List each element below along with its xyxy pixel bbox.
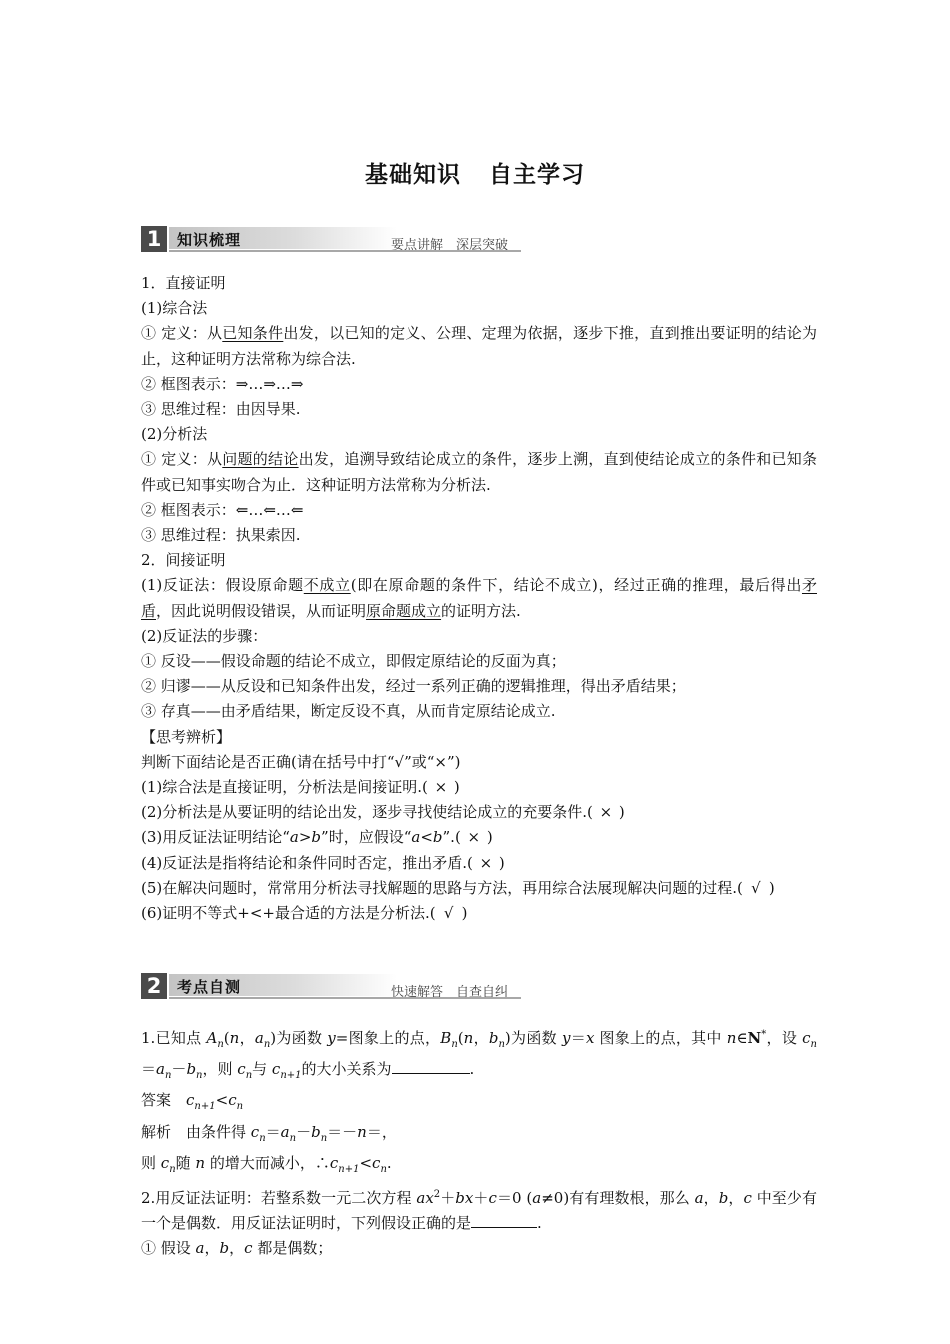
step-3: ③ 存真——由矛盾结果，断定反设不真，从而肯定原结论成立. bbox=[141, 702, 556, 721]
heading-indirect-proof: 2．间接证明 bbox=[141, 551, 226, 570]
judge-answer: × bbox=[599, 803, 613, 822]
section-subtitle: 要点讲解 深层突破 bbox=[391, 238, 509, 253]
answer-blank bbox=[471, 1211, 537, 1228]
judge-item-5: (5)在解决问题时，常常用分析法寻找解题的思路与方法，再用综合法展现解决问题的过程.( √ ) bbox=[141, 876, 817, 901]
contradiction-definition: (1)反证法：假设原命题不成立(即在原命题的条件下，结论不成立)，经过正确的推理，最后得出矛盾，因此说明假设错误，从而证明原命题成立的证明方法. bbox=[141, 576, 817, 620]
judge-answer: √ bbox=[443, 904, 454, 923]
solution-line: 解析 由条件得 $c_n=a_n-b_n=-n=$， bbox=[141, 1122, 397, 1144]
page-title-part2: 自主学习 bbox=[489, 162, 585, 188]
section-header-2 bbox=[141, 973, 521, 999]
step-2: ② 归谬——从反设和已知条件出发，经过一系列正确的逻辑推理，得出矛盾结果； bbox=[141, 677, 686, 696]
judge-answer: × bbox=[434, 778, 448, 797]
page-title-part1: 基础知识 bbox=[365, 162, 461, 188]
judge-answer: × bbox=[467, 828, 481, 847]
judge-instruction: 判断下面结论是否正确(请在括号中打“√”或“×”) bbox=[141, 752, 461, 771]
knowledge-content bbox=[141, 271, 817, 926]
section-header-1 bbox=[141, 226, 521, 252]
section-subtitle: 快速解答 自查自纠 bbox=[391, 985, 509, 1000]
solution-label: 解析 bbox=[141, 1122, 172, 1141]
judge-item-4: (4)反证法是指将结论和条件同时否定，推出矛盾.( × ) bbox=[141, 851, 817, 876]
page-title bbox=[0, 156, 950, 189]
contradiction-steps-heading: (2)反证法的步骤： bbox=[141, 626, 268, 645]
judge-item-6: (6)证明不等式+<+最合适的方法是分析法.( √ ) bbox=[141, 901, 817, 926]
think-heading: 【思考辨析】 bbox=[141, 727, 232, 746]
analysis-definition: ① 定义：从问题的结论出发，追溯导致结论成立的条件，逐步上溯，直到使结论成立的条件和已知条件或已知事实吻合为止．这种证明方法常称为分析法. bbox=[141, 450, 817, 494]
judge-item-1: (1)综合法是直接证明，分析法是间接证明.( × ) bbox=[141, 775, 817, 800]
self-test-content bbox=[141, 1022, 817, 1262]
heading-analysis-method: (2)分析法 bbox=[141, 425, 208, 444]
answer-blank bbox=[392, 1057, 470, 1074]
answer-label: 答案 bbox=[141, 1091, 172, 1110]
option-1: ① 假设 a，b，c 都是偶数； bbox=[141, 1239, 333, 1258]
step-1: ① 反设——假设命题的结论不成立，即假定原结论的反面为真； bbox=[141, 652, 566, 671]
judge-answer: √ bbox=[751, 878, 761, 897]
heading-direct-proof: 1．直接证明 bbox=[141, 274, 226, 292]
judge-item-3: (3)用反证法证明结论“a>b”时，应假设“a<b”.( × ) bbox=[141, 825, 817, 850]
problem-2: 2.用反证法证明：若整系数一元二次方程 $ax^2+bx+c=0$ (a≠0)有有理数根，那么 a，b，c 中至少有一个是偶数．用反证法证明时，下列假设正确的是 . bbox=[141, 1189, 817, 1233]
section-rule bbox=[169, 250, 521, 252]
judge-item-2: (2)分析法是从要证明的结论出发，逐步寻找使结论成立的充要条件.( × ) bbox=[141, 800, 817, 825]
synthesis-definition: ① 定义：从已知条件出发，以已知的定义、公理、定理为依据，逐步下推，直到推出要证明的结论为止，这种证明方法常称为综合法. bbox=[141, 324, 817, 368]
section-title: 知识梳理 bbox=[177, 231, 242, 249]
synthesis-thinking: ③ 思维过程：由因导果. bbox=[141, 400, 301, 419]
section-title: 考点自测 bbox=[177, 978, 242, 996]
judge-answer: × bbox=[479, 853, 493, 872]
section-number: 2 bbox=[141, 973, 167, 999]
heading-synthesis-method: (1)综合法 bbox=[141, 299, 208, 318]
solution-conclusion: 则 $c_n$随 n 的增大而减小，$\therefore c_{n+1}<c_n$. bbox=[141, 1153, 392, 1175]
answer-line: 答案 $c_{n+1}<c_n$ bbox=[141, 1091, 244, 1113]
section-rule bbox=[169, 997, 521, 999]
analysis-diagram: ② 框图表示：⇐…⇐…⇐ bbox=[141, 500, 304, 519]
problem-1: 1.已知点 $A_n(n$，$a_n$)为函数 y=图象上的点，$B_n(n$，$b_n$)为函数 y＝x 图象上的点，其中 n∈N*，设 $c_n=a_n-b_n$，则 $c_n$与 $c_{n+1}$的大小关系为 . bbox=[141, 1029, 817, 1082]
synthesis-diagram: ② 框图表示：⇒…⇒…⇒ bbox=[141, 374, 304, 393]
analysis-thinking: ③ 思维过程：执果索因. bbox=[141, 526, 301, 545]
section-number: 1 bbox=[141, 226, 167, 252]
